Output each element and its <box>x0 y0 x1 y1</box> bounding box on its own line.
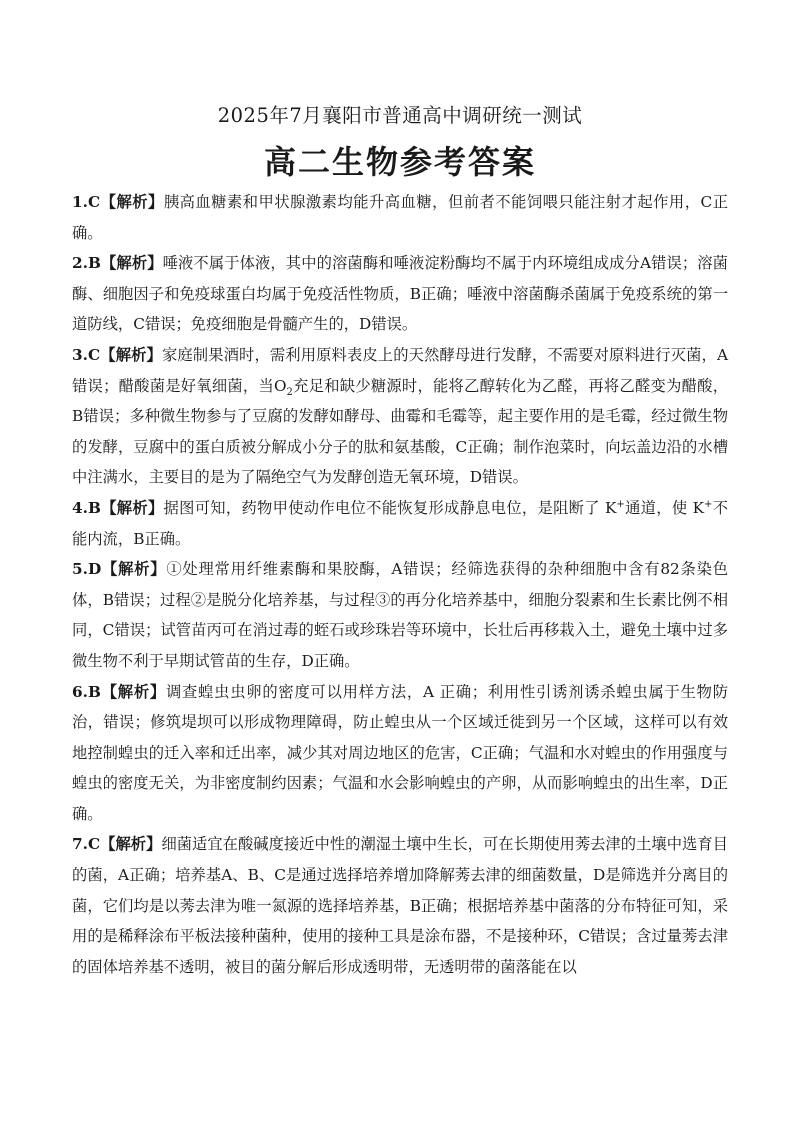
answer-option: B <box>87 254 101 273</box>
answer-list <box>72 187 728 982</box>
answer-explanation: 胰高血糖素和甲状腺激素均能升高血糖，但前者不能饲喂只能注射才起作用，C正确。 <box>72 193 728 242</box>
answer-number: 2. <box>72 254 88 273</box>
answer-number: 7. <box>72 835 88 854</box>
answer-number: 3. <box>72 345 88 364</box>
analysis-tag: 【解析】 <box>100 254 163 273</box>
answer-explanation-part-b: 充足和缺少糖源时，能将乙醇转化为乙醛，再将乙醛变为醋酸，B错误；多种微生物参与了豆腐的发酵如酵母、曲霉和毛霉等，起主要作用的是毛霉，经过微生物的发酵，豆腐中的蛋白质被分解成小分子的肽和氨基酸，C正确；制作泡菜时，向坛盖边沿的水槽中注满水，主要目的是为了隔绝空气为发酵创造无氧环境，D错误。 <box>72 376 728 487</box>
answer-explanation-part-b: 通道，使 K <box>624 498 705 517</box>
answer-explanation: 唾液不属于体液，其中的溶菌酶和唾液淀粉酶均不属于内环境组成成分A错误；溶菌酶、细胞因子和免疫球蛋白均属于免疫活性物质，B正确；唾液中溶菌酶杀菌属于免疫系统的第一道防线，C错误；免疫细胞是骨髓产生的，D错误。 <box>72 254 728 334</box>
answer-number: 5. <box>72 560 88 579</box>
answer-number: 4. <box>72 498 88 517</box>
analysis-tag: 【解析】 <box>100 345 162 364</box>
document-title: 高二生物参考答案 <box>263 143 536 181</box>
oxygen-subscript: 2 <box>286 386 293 398</box>
answer-item-5 <box>72 554 728 676</box>
answer-option: C <box>87 345 101 364</box>
analysis-tag: 【解析】 <box>101 560 167 579</box>
answer-explanation-part-c: 不能内流，B正确。 <box>72 498 728 548</box>
analysis-tag: 【解析】 <box>100 193 164 211</box>
answer-explanation-part-a: 据图可知，药物甲使动作电位不能恢复形成静息电位，是阻断了 K <box>163 498 617 517</box>
answer-item-7 <box>72 829 728 982</box>
exam-title: 2025年7月襄阳市普通高中调研统一测试 <box>217 104 583 127</box>
answer-item-1 <box>72 187 728 248</box>
potassium-charge-superscript: + <box>704 498 713 510</box>
answer-option: B <box>87 498 101 517</box>
answer-explanation-part-a: 家庭制果酒时，需利用原料表皮上的天然酵母进行发酵，不需要对原料进行灭菌，A错误；醋酸菌是好氧细菌，当O <box>72 345 728 395</box>
answer-explanation: 调查蝗虫虫卵的密度可以用样方法，A 正确；利用性引诱剂诱杀蝗虫属于生物防治，错误；修筑堤坝可以形成物理障碍，防止蝗虫从一个区域迁徙到另一个区域，这样可以有效地控制蝗虫的迁入率和迁出率，减少其对周边地区的危害，C正确；气温和水对蝗虫的作用强度与蝗虫的密度无关，为非密度制约因素；气温和水会影响蝗虫的产卵，从而影响蝗虫的出生率，D正确。 <box>72 682 728 823</box>
answer-item-6 <box>72 677 728 830</box>
analysis-tag: 【解析】 <box>100 682 166 701</box>
answer-explanation: ①处理常用纤维素酶和果胶酶，A错误；经筛选获得的杂种细胞中含有82条染色体，B错误；过程②是脱分化培养基，与过程③的再分化培养基中，细胞分裂素和生长素比例不相同，C错误；试管苗丙可在消过毒的蛭石或珍珠岩等环境中，长壮后再移栽入土，避免土壤中过多微生物不利于早期试管苗的生存，D正确。 <box>72 560 728 670</box>
answer-option: C <box>87 835 101 854</box>
answer-number: 1. <box>72 193 88 211</box>
answer-item-4 <box>72 493 728 554</box>
answer-option: B <box>87 682 101 701</box>
potassium-charge-superscript: + <box>616 498 625 510</box>
answer-option: D <box>87 560 102 579</box>
answer-number: 6. <box>72 682 88 701</box>
answer-item-2 <box>72 248 728 340</box>
answer-explanation: 细菌适宜在酸碱度接近中性的潮湿土壤中生长，可在长期使用莠去津的土壤中选育目的菌，A正确；培养基A、B、C是通过选择培养增加降解莠去津的细菌数量，D是筛选并分离目的菌，它们均是以莠去津为唯一氮源的选择培养基，B正确；根据培养基中菌落的分布特征可知，采用的是稀释涂布平板法接种菌种，使用的接种工具是涂布器，不是接种环，C错误；含过量莠去津的固体培养基不透明，被目的菌分解后形成透明带，无透明带的菌落能在以 <box>72 835 728 976</box>
analysis-tag: 【解析】 <box>100 835 162 854</box>
answer-option: C <box>87 193 101 211</box>
analysis-tag: 【解析】 <box>100 498 164 517</box>
answer-item-3 <box>72 340 728 493</box>
